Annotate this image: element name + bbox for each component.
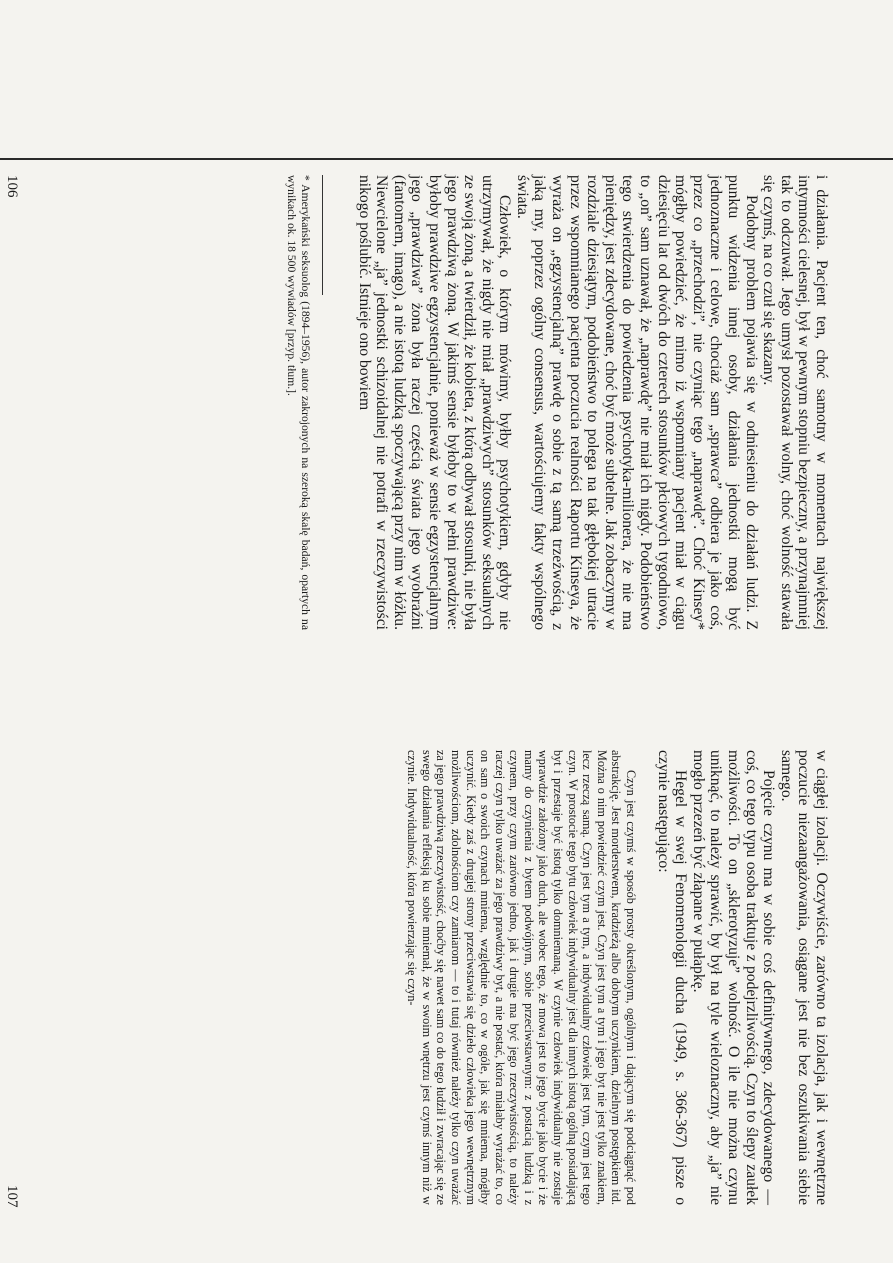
paragraph: Podobny problem pojawia się w odniesieniu do działań ludzi. Z punktu widzenia innej osoby, działania jednostki mogą być jednoznaczne i celowe, chociaż sam „sprawca” odbiera je jako coś, przez co „przechodzi”, nie czyniąc tego „naprawdę”. Choć Kinsey* mógłby powiedzieć, że mimo iż wspomniany pacjent miał w ciągu dziesięciu lat od dwóch do czterech stosunków płciowych tygodniowo, to „on” sam uznawał, że „naprawdę” nie miał ich nigdy. Podobieństwo tego stwierdzenia do powiedzenia psychotyka-milionera, że nie ma pieniędzy, jest zdecydowane, choć być może subtelne. Jak zobaczymy w rozdziale dziesiątym, podobieństwo to polega na tak głębokiej utracie przez wspomnianego pacjenta poczucia realności Raportu Kinseya, że wyraża on „egzystencjalną” prawdę o sobie z tą samą trzeźwością, z jaką my, poprzez ogólny consensus, wartościujemy fakty wspólnego świata. bbox=[513, 175, 760, 630]
paragraph: i działania. Pacjent ten, choć samotny w momentach największej intymności cielesnej, był w pewnym stopniu bezpieczny, a przynajmniej tak to odczuwał. Jego umysł pozostawał wolny, choć wolność stawała się czymś, na co czuł się skazany. bbox=[760, 175, 830, 630]
paragraph: Hegel w swej Fenomenologii ducha (1949, s. 366-367) pisze o czynie następująco: bbox=[654, 750, 690, 1205]
quote-paragraph: Czyn jest czymś w sposób prosty określonym, ogólnym i dającym się podciągnąć pod abstrakcję. Jest morderstwem, kradzieżą albo dobrym uczynkiem, dzielnym postępkiem itd. Można o nim powiedzieć czym jest. Czyn jest tym a tym i jego byt nie jest tylko znakiem, lecz rzeczą samą. Czyn jest tym a tym, a indywidualny człowiek jest tym, czym jest tego czyn. W prostocie tego bytu człowiek indywidualny jest dla innych istotą ogólną posiadającą byt i przestaje być istotą tylko domniemaną. W czynie człowiek indywidualny nie zostaje wprawdzie założony jako duch, ale wobec tego, że mowa jest to jego bycie jako bycie i że mamy do czynienia z bytem podwójnym, sobie przeciwstawnym: z postacią ludzką i z czynem, przy czym zarówno jedno, jak i drugie ma być jego rzeczywistością, to należy raczej czyn tylko uważać za jego prawdziwy byt, a nie postać, która miałaby wyrażać to, co on sam o swoich czynach mniema, względnie to, co w ogóle, jak się mniema, mógłby uczynić. Kiedy zaś z drugiej strony przeciwstawia się dzieło człowieka jego wewnętrznym możliwościom, zdolnościom czy zamiarom — to i tutaj również należy tylko czyn uważać za jego prawdziwą rzeczywistość, choćby się nawet sam co do tego łudził i zwracając się ze swego działania refleksją ku sobie mniemał, że w swoim wnętrzu jest czymś innym niż w czynie. Indywidualność, która powierzając się czyn- bbox=[405, 750, 639, 1205]
page-number-left: 106 bbox=[4, 175, 20, 198]
hegel-quote bbox=[405, 750, 639, 1205]
page-top-rule bbox=[0, 158, 893, 160]
footnote: * Amerykański seksuolog (1894–1956), autor zakrojonych na szeroką skalę badań, opartych na wynikach ok. 18 500 wywiadów [przyp. tłum.]. bbox=[284, 175, 312, 630]
left-page-text bbox=[284, 175, 830, 630]
paragraph: w ciągłej izolacji. Oczywiście, zarówno ta izolacja, jak i wewnętrzne poczucie niezaangażowania, osiągane jest nie bez oszukiwania siebie samego. bbox=[777, 750, 830, 1205]
paragraph: Człowiek, o którym mówimy, byłby psychotykiem, gdyby nie utrzymywał, że nigdy nie miał „prawdziwych” stosunków seksualnych ze swoją żoną, a twierdził, że kobieta, z którą odbywał stosunki, nie była jego prawdziwą żoną. W jakimś sensie byłoby to w pełni prawdziwe: byłoby prawdziwe egzystencjalnie, ponieważ w sensie egzystencjalnym jego „prawdziwa” żona była raczej częścią świata jego wyobraźni (fantomem, imago), a nie istotą ludzką spoczywającą przy nim w łóżku. Niewcielone „ja” jednostki schizoidalnej nie potrafi w rzeczywistości nikogo poślubić. Istnieje ono bowiem bbox=[355, 175, 514, 630]
right-page-text bbox=[405, 750, 830, 1205]
page-number-right: 107 bbox=[4, 1185, 20, 1208]
book-spread bbox=[0, 175, 830, 1225]
footnote-divider bbox=[322, 175, 323, 295]
paragraph: Pojęcie czynu ma w sobie coś definitywnego, zdecydowanego — coś, co tego typu osoba traktuje z podejrzliwością. Czyn to ślepy zaułek możliwości. To on „sklerotyzuje” wolność. O ile nie można czynu uniknąć, to należy sprawić, by był na tyle wieloznaczny, aby „ja” nie mogło przezeń być złapane w pułapkę. bbox=[689, 750, 778, 1205]
